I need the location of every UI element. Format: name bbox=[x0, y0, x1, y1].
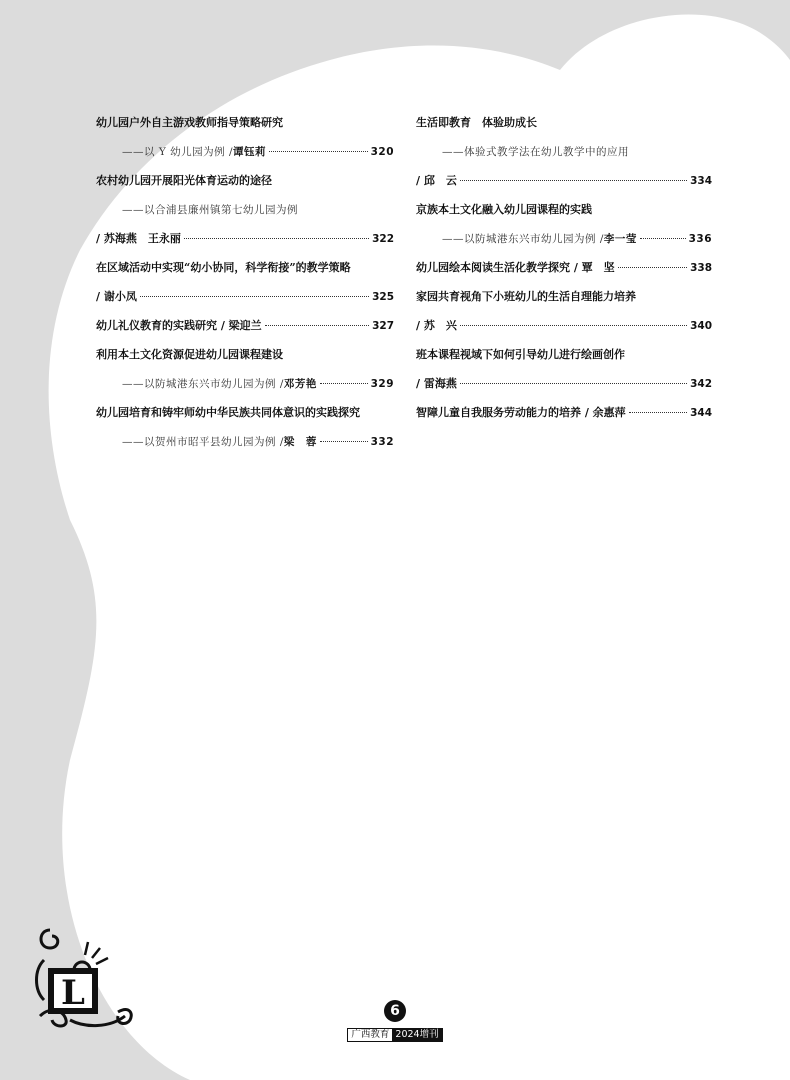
article-title: 生活即教育 体验助成长 bbox=[416, 116, 537, 129]
page-ref: 342 bbox=[690, 378, 712, 390]
footer bbox=[0, 1000, 790, 1042]
toc-line bbox=[96, 348, 394, 362]
toc-line bbox=[96, 116, 394, 130]
publication-name: 广西教育 bbox=[348, 1029, 392, 1041]
article-author: 李一莹 bbox=[603, 233, 637, 245]
article-subtitle: ——以 Y 幼儿园为例 / bbox=[122, 146, 233, 158]
publication-label bbox=[347, 1028, 442, 1042]
dot-leader bbox=[640, 238, 686, 239]
toc-line bbox=[416, 174, 712, 188]
toc-line bbox=[96, 406, 394, 420]
toc-line bbox=[416, 290, 712, 304]
toc-line bbox=[96, 377, 394, 391]
article-author: / 苏 兴 bbox=[416, 319, 457, 332]
article-author: 邓芳艳 bbox=[283, 378, 317, 390]
dot-leader bbox=[184, 238, 369, 239]
page-ref: 338 bbox=[690, 262, 712, 274]
dot-leader bbox=[140, 296, 369, 297]
toc-line bbox=[416, 116, 712, 130]
toc-line bbox=[96, 232, 394, 246]
publication-issue: 2024增刊 bbox=[392, 1029, 441, 1041]
toc-line bbox=[96, 290, 394, 304]
page-number: 6 bbox=[384, 1000, 406, 1022]
article-subtitle: ——体验式教学法在幼儿教学中的应用 bbox=[442, 146, 629, 158]
toc-line bbox=[96, 203, 394, 217]
toc-line bbox=[96, 174, 394, 188]
page-ref: 329 bbox=[370, 378, 394, 390]
article-author: / 邱 云 bbox=[416, 174, 457, 187]
dot-leader bbox=[269, 151, 368, 152]
article-title: 幼儿礼仪教育的实践研究 / 梁迎兰 bbox=[96, 319, 262, 332]
toc-line bbox=[416, 203, 712, 217]
article-author: / 雷海燕 bbox=[416, 377, 457, 390]
toc-line bbox=[416, 406, 712, 420]
article-subtitle: ——以合浦县廉州镇第七幼儿园为例 bbox=[122, 204, 298, 216]
page-ref: 327 bbox=[372, 320, 394, 332]
article-subtitle: ——以防城港东兴市幼儿园为例 / bbox=[122, 378, 284, 390]
article-subtitle: ——以贺州市昭平县幼儿园为例 / bbox=[122, 436, 284, 448]
toc-line bbox=[96, 435, 394, 449]
toc-line bbox=[416, 261, 712, 275]
article-title: 幼儿园户外自主游戏教师指导策略研究 bbox=[96, 116, 283, 129]
dot-leader bbox=[618, 267, 687, 268]
page-ref: 325 bbox=[372, 291, 394, 303]
dot-leader bbox=[460, 325, 687, 326]
dot-leader bbox=[265, 325, 369, 326]
article-title: 幼儿园培育和铸牢师幼中华民族共同体意识的实践探究 bbox=[96, 406, 360, 419]
page-ref: 332 bbox=[370, 436, 394, 448]
toc-line bbox=[96, 261, 394, 275]
dot-leader bbox=[460, 180, 687, 181]
page-ref: 344 bbox=[690, 407, 712, 419]
article-subtitle: ——以防城港东兴市幼儿园为例 / bbox=[442, 233, 604, 245]
article-title: 班本课程视域下如何引导幼儿进行绘画创作 bbox=[416, 348, 625, 361]
article-author: / 苏海燕 王永丽 bbox=[96, 232, 181, 245]
article-author: 谭钰莉 bbox=[232, 146, 266, 158]
dot-leader bbox=[320, 441, 368, 442]
toc-line bbox=[96, 145, 394, 159]
article-author: / 谢小凤 bbox=[96, 290, 137, 303]
article-title: 家园共育视角下小班幼儿的生活自理能力培养 bbox=[416, 290, 636, 303]
article-title: 在区域活动中实现“幼小协同，科学衔接”的教学策略 bbox=[96, 261, 351, 274]
toc-line bbox=[416, 377, 712, 391]
article-title: 京族本土文化融入幼儿园课程的实践 bbox=[416, 203, 592, 216]
dot-leader bbox=[460, 383, 687, 384]
dot-leader bbox=[320, 383, 368, 384]
toc-line bbox=[416, 348, 712, 362]
ornament-letter: L bbox=[61, 973, 85, 1013]
dot-leader bbox=[629, 412, 687, 413]
article-author: 梁 蓉 bbox=[283, 436, 317, 448]
page-ref: 322 bbox=[372, 233, 394, 245]
white-panel bbox=[49, 0, 790, 1080]
toc-line bbox=[416, 232, 712, 246]
article-title: 幼儿园绘本阅读生活化教学探究 / 覃 坚 bbox=[416, 261, 615, 274]
page-ref: 334 bbox=[690, 175, 712, 187]
page-ref: 336 bbox=[688, 233, 712, 245]
toc-line bbox=[416, 145, 712, 159]
article-title: 智障儿童自我服务劳动能力的培养 / 余惠萍 bbox=[416, 406, 626, 419]
toc-line bbox=[96, 319, 394, 333]
article-title: 利用本土文化资源促进幼儿园课程建设 bbox=[96, 348, 283, 361]
toc-line bbox=[416, 319, 712, 333]
page-ref: 320 bbox=[370, 146, 394, 158]
page-ref: 340 bbox=[690, 320, 712, 332]
article-title: 农村幼儿园开展阳光体育运动的途径 bbox=[96, 174, 272, 187]
